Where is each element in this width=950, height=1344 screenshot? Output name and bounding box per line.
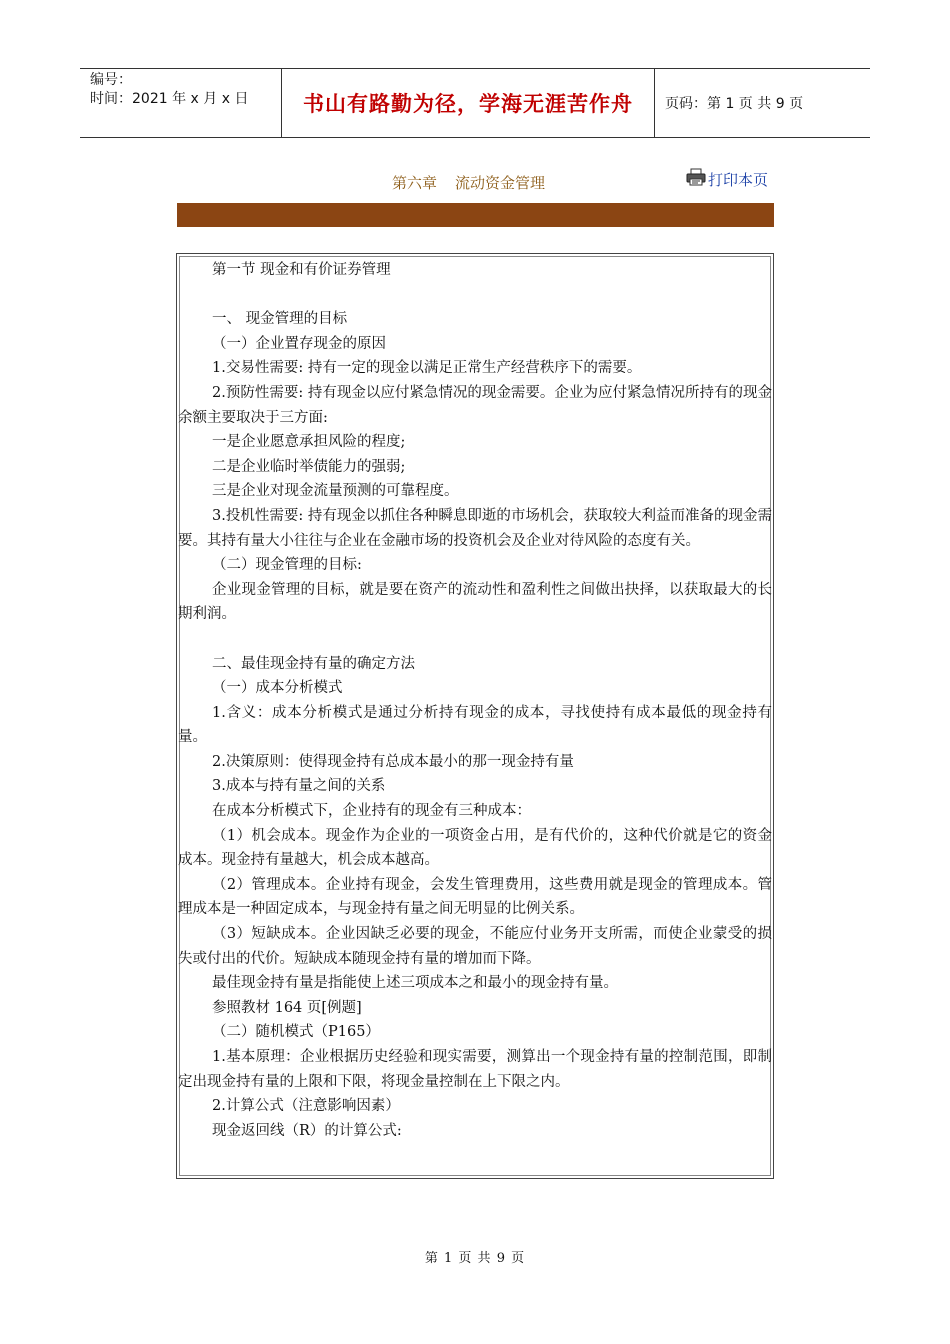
section-title: 第一节 现金和有价证券管理	[212, 262, 391, 278]
chapter-number: 第六章	[392, 174, 438, 192]
subheading: （一）成本分析模式	[212, 680, 343, 697]
motto: 书山有路勤为径，学海无涯苦作舟	[282, 69, 655, 137]
paragraph: 2.预防性需要: 持有现金以应付紧急情况的现金需要。企业为应付紧急情况所持有的现金余额主要取决于三方面:	[178, 384, 772, 426]
paragraph: 3.成本与持有量之间的关系	[212, 778, 386, 795]
blank-line	[178, 627, 772, 652]
subheading: （一）企业置存现金的原因	[212, 335, 386, 352]
paragraph: 一是企业愿意承担风险的程度;	[212, 434, 406, 451]
chapter-title	[392, 172, 545, 193]
number-label: 编号：	[90, 72, 132, 88]
chapter-name: 流动资金管理	[455, 174, 546, 192]
subheading: （二）随机模式（P165）	[212, 1024, 380, 1041]
paragraph: 企业现金管理的目标，就是要在资产的流动性和盈利性之间做出抉择，以获取最大的长期利润。	[178, 581, 772, 623]
chapter-divider-bar	[177, 203, 774, 227]
paragraph: 1.基本原理：企业根据历史经验和现实需要，测算出一个现金持有量的控制范围，即制定出现金持有量的上限和下限，将现金量控制在上下限之内。	[178, 1049, 772, 1090]
header-meta	[80, 69, 282, 137]
paragraph: 在成本分析模式下，企业持有的现金有三种成本：	[212, 803, 531, 820]
paragraph: 三是企业对现金流量预测的可靠程度。	[212, 483, 459, 500]
printer-icon	[686, 168, 708, 190]
print-link[interactable]	[686, 168, 768, 190]
paragraph: 2.计算公式（注意影响因素）	[212, 1098, 400, 1115]
content-body	[178, 258, 772, 1143]
print-label: 打印本页	[708, 170, 769, 189]
subheading: （二）现金管理的目标:	[212, 557, 362, 574]
paragraph: （3）短缺成本。企业因缺乏必要的现金，不能应付业务开支所需，而使企业蒙受的损失或付出的代价。短缺成本随现金持有量的增加而下降。	[178, 926, 772, 967]
blank-line	[178, 283, 772, 308]
paragraph: 1.含义：成本分析模式是通过分析持有现金的成本，寻找使持有成本最低的现金持有量。	[178, 704, 772, 746]
paragraph: （2）管理成本。企业持有现金，会发生管理费用，这些费用就是现金的管理成本。管理成本是一种固定成本，与现金持有量之间无明显的比例关系。	[178, 876, 772, 918]
paragraph: 2.决策原则：使得现金持有总成本最小的那一现金持有量	[212, 753, 574, 770]
heading: 一、 现金管理的目标	[212, 311, 348, 328]
paragraph: （1）机会成本。现金作为企业的一项资金占用，是有代价的，这种代价就是它的资金成本。现金持有量越大，机会成本越高。	[178, 827, 772, 869]
paragraph: 现金返回线（R）的计算公式:	[212, 1122, 402, 1139]
document-header	[80, 68, 870, 138]
paragraph: 1.交易性需要: 持有一定的现金以满足正常生产经营秩序下的需要。	[212, 360, 642, 377]
time-label: 时间：2021 年 x 月 x 日	[90, 91, 249, 107]
paragraph: 最佳现金持有量是指能使上述三项成本之和最小的现金持有量。	[212, 975, 618, 992]
paragraph: 3.投机性需要: 持有现金以抓住各种瞬息即逝的市场机会，获取较大利益而准备的现金需要。其持有量大小往往与企业在金融市场的投资机会及企业对待风险的态度有关。	[178, 507, 772, 549]
page-footer: 第 1 页 共 9 页	[424, 1251, 526, 1266]
page-info: 页码：第 1 页 共 9 页	[665, 96, 804, 112]
paragraph: 二是企业临时举债能力的强弱;	[212, 458, 406, 475]
paragraph: 参照教材 164 页[例题]	[212, 999, 362, 1016]
heading: 二、最佳现金持有量的确定方法	[212, 655, 415, 672]
